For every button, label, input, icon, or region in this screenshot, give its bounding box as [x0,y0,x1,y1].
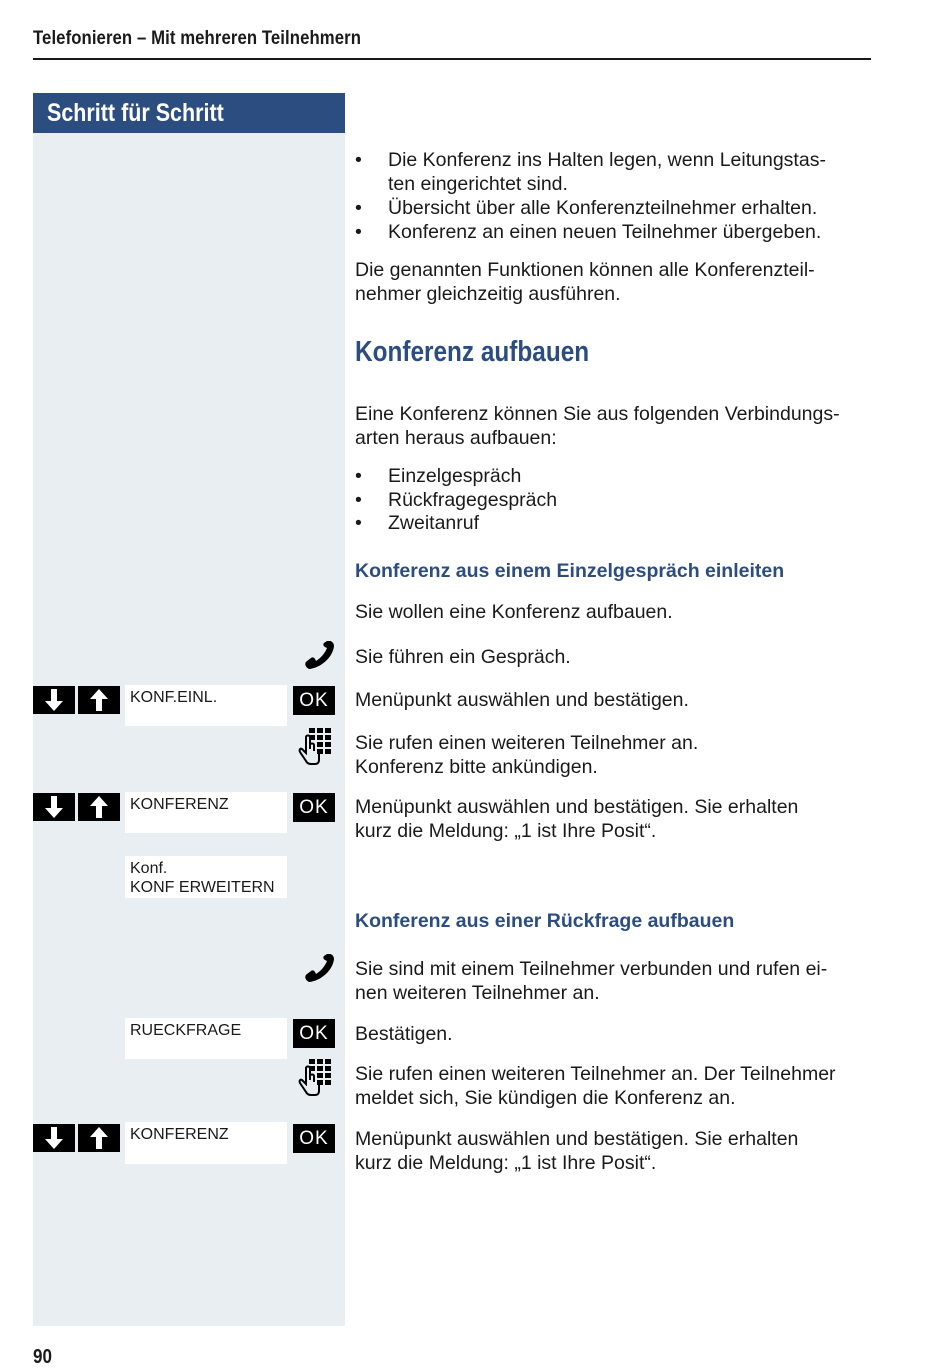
display-konferenz-2 [125,1122,287,1164]
bullet-dot: • [355,489,362,511]
display-rueckfrage [125,1018,287,1059]
step-1-1-text: Sie führen ein Gespräch. [355,646,571,668]
intro-bullet-1 [355,148,875,196]
page-header-title: Telefonieren – Mit mehreren Teilnehmern [33,28,362,49]
intro-bullet-3-text: Konferenz an einen neuen Teilnehmer übergeben. [388,221,822,243]
section-paragraph [355,402,875,450]
step-2-3-line-2: meldet sich, Sie kündigen die Konferenz an. [355,1087,736,1109]
display-rueckfrage-text: RUECKFRAGE [130,1022,242,1039]
arrow-down-key-icon [33,1124,75,1152]
bullet-dot: • [355,512,362,534]
step-1-3-text [355,731,875,779]
ok-key-icon: OK [293,686,335,715]
keypad-icon [298,727,334,765]
display-konf-einl-text: KONF.EINL. [130,689,218,706]
subsection-2-title: Konferenz aus einer Rückfrage aufbauen [355,910,735,932]
page-number: 90 [33,1346,52,1368]
bullet-dot: • [355,197,362,219]
arrow-up-key-icon [78,793,120,821]
step-2-1-text [355,957,875,1005]
section-bullet-2 [355,488,875,512]
handset-icon [303,954,335,984]
ok-key-icon: OK [293,1124,335,1153]
step-1-4-text [355,795,875,843]
intro-bullet-3 [355,220,875,244]
intro-bullet-1-line-2: ten eingerichtet sind. [388,173,568,195]
step-2-4-line-2: kurz die Meldung: „1 ist Ihre Posit“. [355,1152,657,1174]
section-bullet-1 [355,464,875,488]
arrow-up-key-icon [78,1124,120,1152]
subsection-1-title: Konferenz aus einem Einzelgespräch einleiten [355,560,785,582]
subsection-1-intro: Sie wollen eine Konferenz aufbauen. [355,601,673,623]
intro-bullet-2 [355,196,875,220]
display-konferenz-text: KONFERENZ [130,796,229,813]
display-konf-erweitern [125,856,287,898]
intro-paragraph-line-1: Die genannten Funktionen können alle Konferenzteil- [355,259,815,281]
intro-paragraph [355,258,875,306]
sidebar-title: Schritt für Schritt [47,99,224,127]
section-bullet-1-text: Einzelgespräch [388,465,522,487]
bullet-dot: • [355,465,362,487]
ok-key-icon: OK [293,793,335,822]
arrow-down-key-icon [33,686,75,714]
step-1-3-line-2: Konferenz bitte ankündigen. [355,756,598,778]
display-konf-erweitern-line-2: KONF ERWEITERN [130,879,275,896]
handset-icon [303,641,335,671]
step-1-2-text: Menüpunkt auswählen und bestätigen. [355,689,689,711]
section-bullet-2-text: Rückfragegespräch [388,489,558,511]
step-2-4-text [355,1127,875,1175]
display-konf-einl [125,685,287,726]
arrow-up-key-icon [78,686,120,714]
step-2-2-text: Bestätigen. [355,1023,453,1045]
section-bullet-3 [355,511,875,535]
header-rule [33,58,871,60]
bullet-dot: • [355,149,362,171]
step-2-4-line-1: Menüpunkt auswählen und bestätigen. Sie erhalten [355,1128,799,1150]
step-2-1-line-1: Sie sind mit einem Teilnehmer verbunden und rufen ei- [355,958,828,980]
display-konferenz-2-text: KONFERENZ [130,1126,229,1143]
section-paragraph-line-1: Eine Konferenz können Sie aus folgenden Verbindungs- [355,403,840,425]
step-2-3-text [355,1062,875,1110]
intro-bullet-2-text: Übersicht über alle Konferenzteilnehmer erhalten. [388,197,818,219]
intro-paragraph-line-2: nehmer gleichzeitig ausführen. [355,283,621,305]
step-1-4-line-1: Menüpunkt auswählen und bestätigen. Sie erhalten [355,796,799,818]
sidebar-header [33,93,345,133]
section-bullet-3-text: Zweitanruf [388,512,480,534]
section-paragraph-line-2: arten heraus aufbauen: [355,427,557,449]
arrow-down-key-icon [33,793,75,821]
bullet-dot: • [355,221,362,243]
keypad-icon [298,1058,334,1096]
section-title: Konferenz aufbauen [355,336,590,368]
ok-key-icon: OK [293,1019,335,1048]
step-1-3-line-1: Sie rufen einen weiteren Teilnehmer an. [355,732,699,754]
step-1-4-line-2: kurz die Meldung: „1 ist Ihre Posit“. [355,820,657,842]
display-konf-erweitern-line-1: Konf. [130,860,168,877]
display-konferenz [125,792,287,833]
step-2-1-line-2: nen weiteren Teilnehmer an. [355,982,600,1004]
intro-bullet-1-line-1: Die Konferenz ins Halten legen, wenn Leitungstas- [388,149,826,171]
step-2-3-line-1: Sie rufen einen weiteren Teilnehmer an. Der Teilnehmer [355,1063,836,1085]
